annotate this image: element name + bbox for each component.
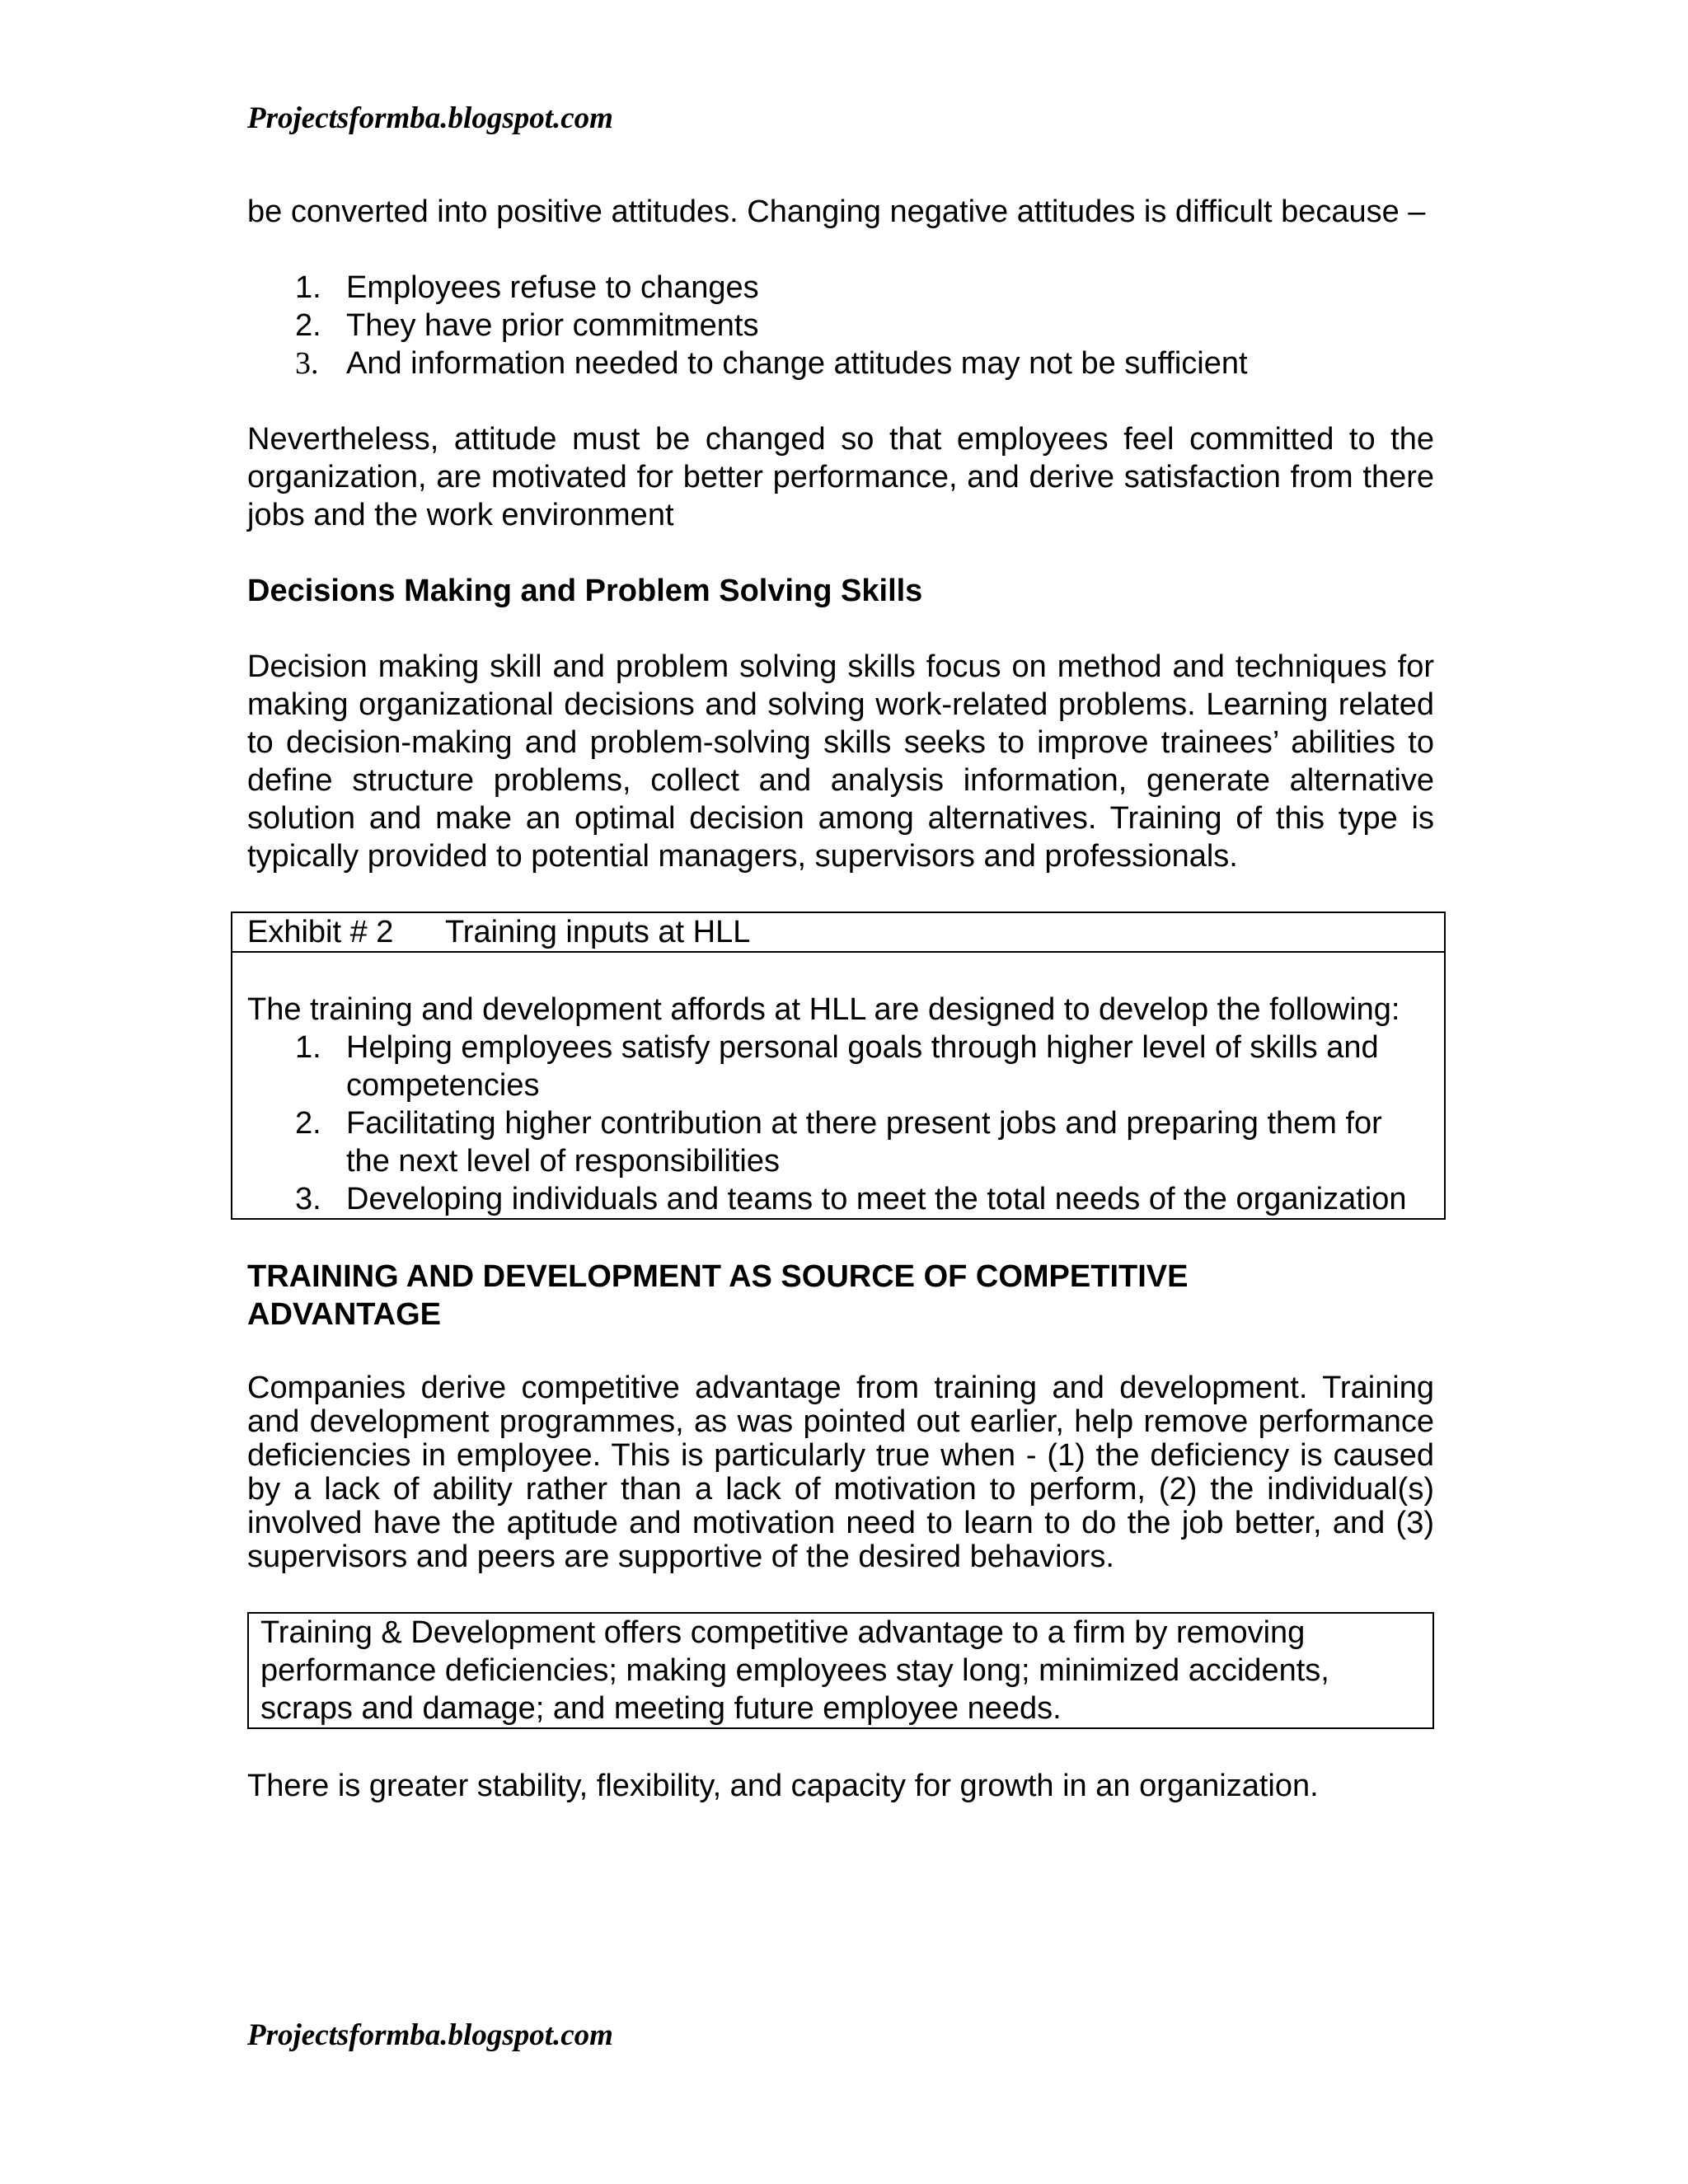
footer-site-name: Projectsformba.blogspot.com: [247, 2018, 613, 2052]
decision-paragraph: Decision making skill and problem solving skills focus on method and techniques for making organizational decisions and solving work-related problems. Learning related to decision-making and problem-solving skills seeks to improve trainees’ abilities to define structure problems, collect and analysis information, generate alternative solution and make an optimal decision among alternatives. Training of this type is typically provided to potential managers, supervisors and professionals.: [247, 649, 1434, 874]
intro-paragraph: be converted into positive attitudes. Changing negative attitudes is difficult because –: [247, 194, 1426, 229]
attitude-reasons-list: [247, 269, 1434, 382]
list-item: [247, 1029, 1429, 1104]
exhibit-list: [247, 1029, 1429, 1218]
exhibit-intro: The training and development affords at HLL are designed to develop the following:: [247, 992, 1400, 1027]
list-number: 3.: [295, 1182, 321, 1216]
decision-heading: Decisions Making and Problem Solving Skills: [247, 574, 923, 608]
list-item: [247, 307, 1434, 344]
list-item-text: Employees refuse to changes: [346, 270, 759, 305]
list-item: [247, 269, 1434, 307]
list-item: [247, 344, 1434, 382]
list-number: 2.: [295, 308, 321, 343]
exhibit-title: Training inputs at HLL: [445, 915, 751, 949]
exhibit-title-row: [232, 913, 1444, 953]
list-item-text: Helping employees satisfy personal goals through higher level of skills and competencies: [346, 1030, 1379, 1103]
exhibit-box: [231, 912, 1446, 1220]
competitive-advantage-paragraph: Companies derive competitive advantage from training and development. Training and development programmes, as was pointed out earlier, help remove performance deficiencies in employee. This is particularly true when - (1) the deficiency is caused by a lack of ability rather than a lack of motivation to perform, (2) the individual(s) involved have the aptitude and motivation need to learn to do the job better, and (3) supervisors and peers are supportive of the desired behaviors.: [247, 1371, 1434, 1574]
closing-paragraph: There is greater stability, flexibility, and capacity for growth in an organization.: [247, 1769, 1319, 1803]
list-item: [247, 1104, 1429, 1180]
list-item: [247, 1180, 1429, 1218]
list-item-text: And information needed to change attitudes may not be sufficient: [346, 346, 1248, 381]
exhibit-body: [232, 953, 1444, 1218]
header-site-name: Projectsformba.blogspot.com: [247, 101, 613, 135]
list-item-text: Facilitating higher contribution at there present jobs and preparing them for the next level of responsibilities: [346, 1106, 1382, 1179]
list-number: 1.: [295, 1030, 321, 1065]
page-content: [247, 193, 1434, 1805]
competitive-advantage-heading: TRAINING AND DEVELOPMENT AS SOURCE OF COMPETITIVE ADVANTAGE: [247, 1259, 1189, 1332]
nevertheless-paragraph: Nevertheless, attitude must be changed so that employees feel committed to the organization, are motivated for better performance, and derive satisfaction from there jobs and the work environment: [247, 422, 1434, 532]
list-number: 1.: [295, 270, 321, 305]
list-item-text: They have prior commitments: [346, 308, 759, 343]
callout-box: Training & Development offers competitive advantage to a firm by removing performance deficiencies; making employees stay long; minimized accidents, scraps and damage; and meeting future employee needs.: [247, 1612, 1434, 1729]
list-item-text: Developing individuals and teams to meet the total needs of the organization: [346, 1182, 1407, 1216]
exhibit-label: Exhibit # 2: [247, 915, 394, 949]
list-number: 3.: [295, 346, 319, 381]
list-number: 2.: [295, 1106, 321, 1141]
